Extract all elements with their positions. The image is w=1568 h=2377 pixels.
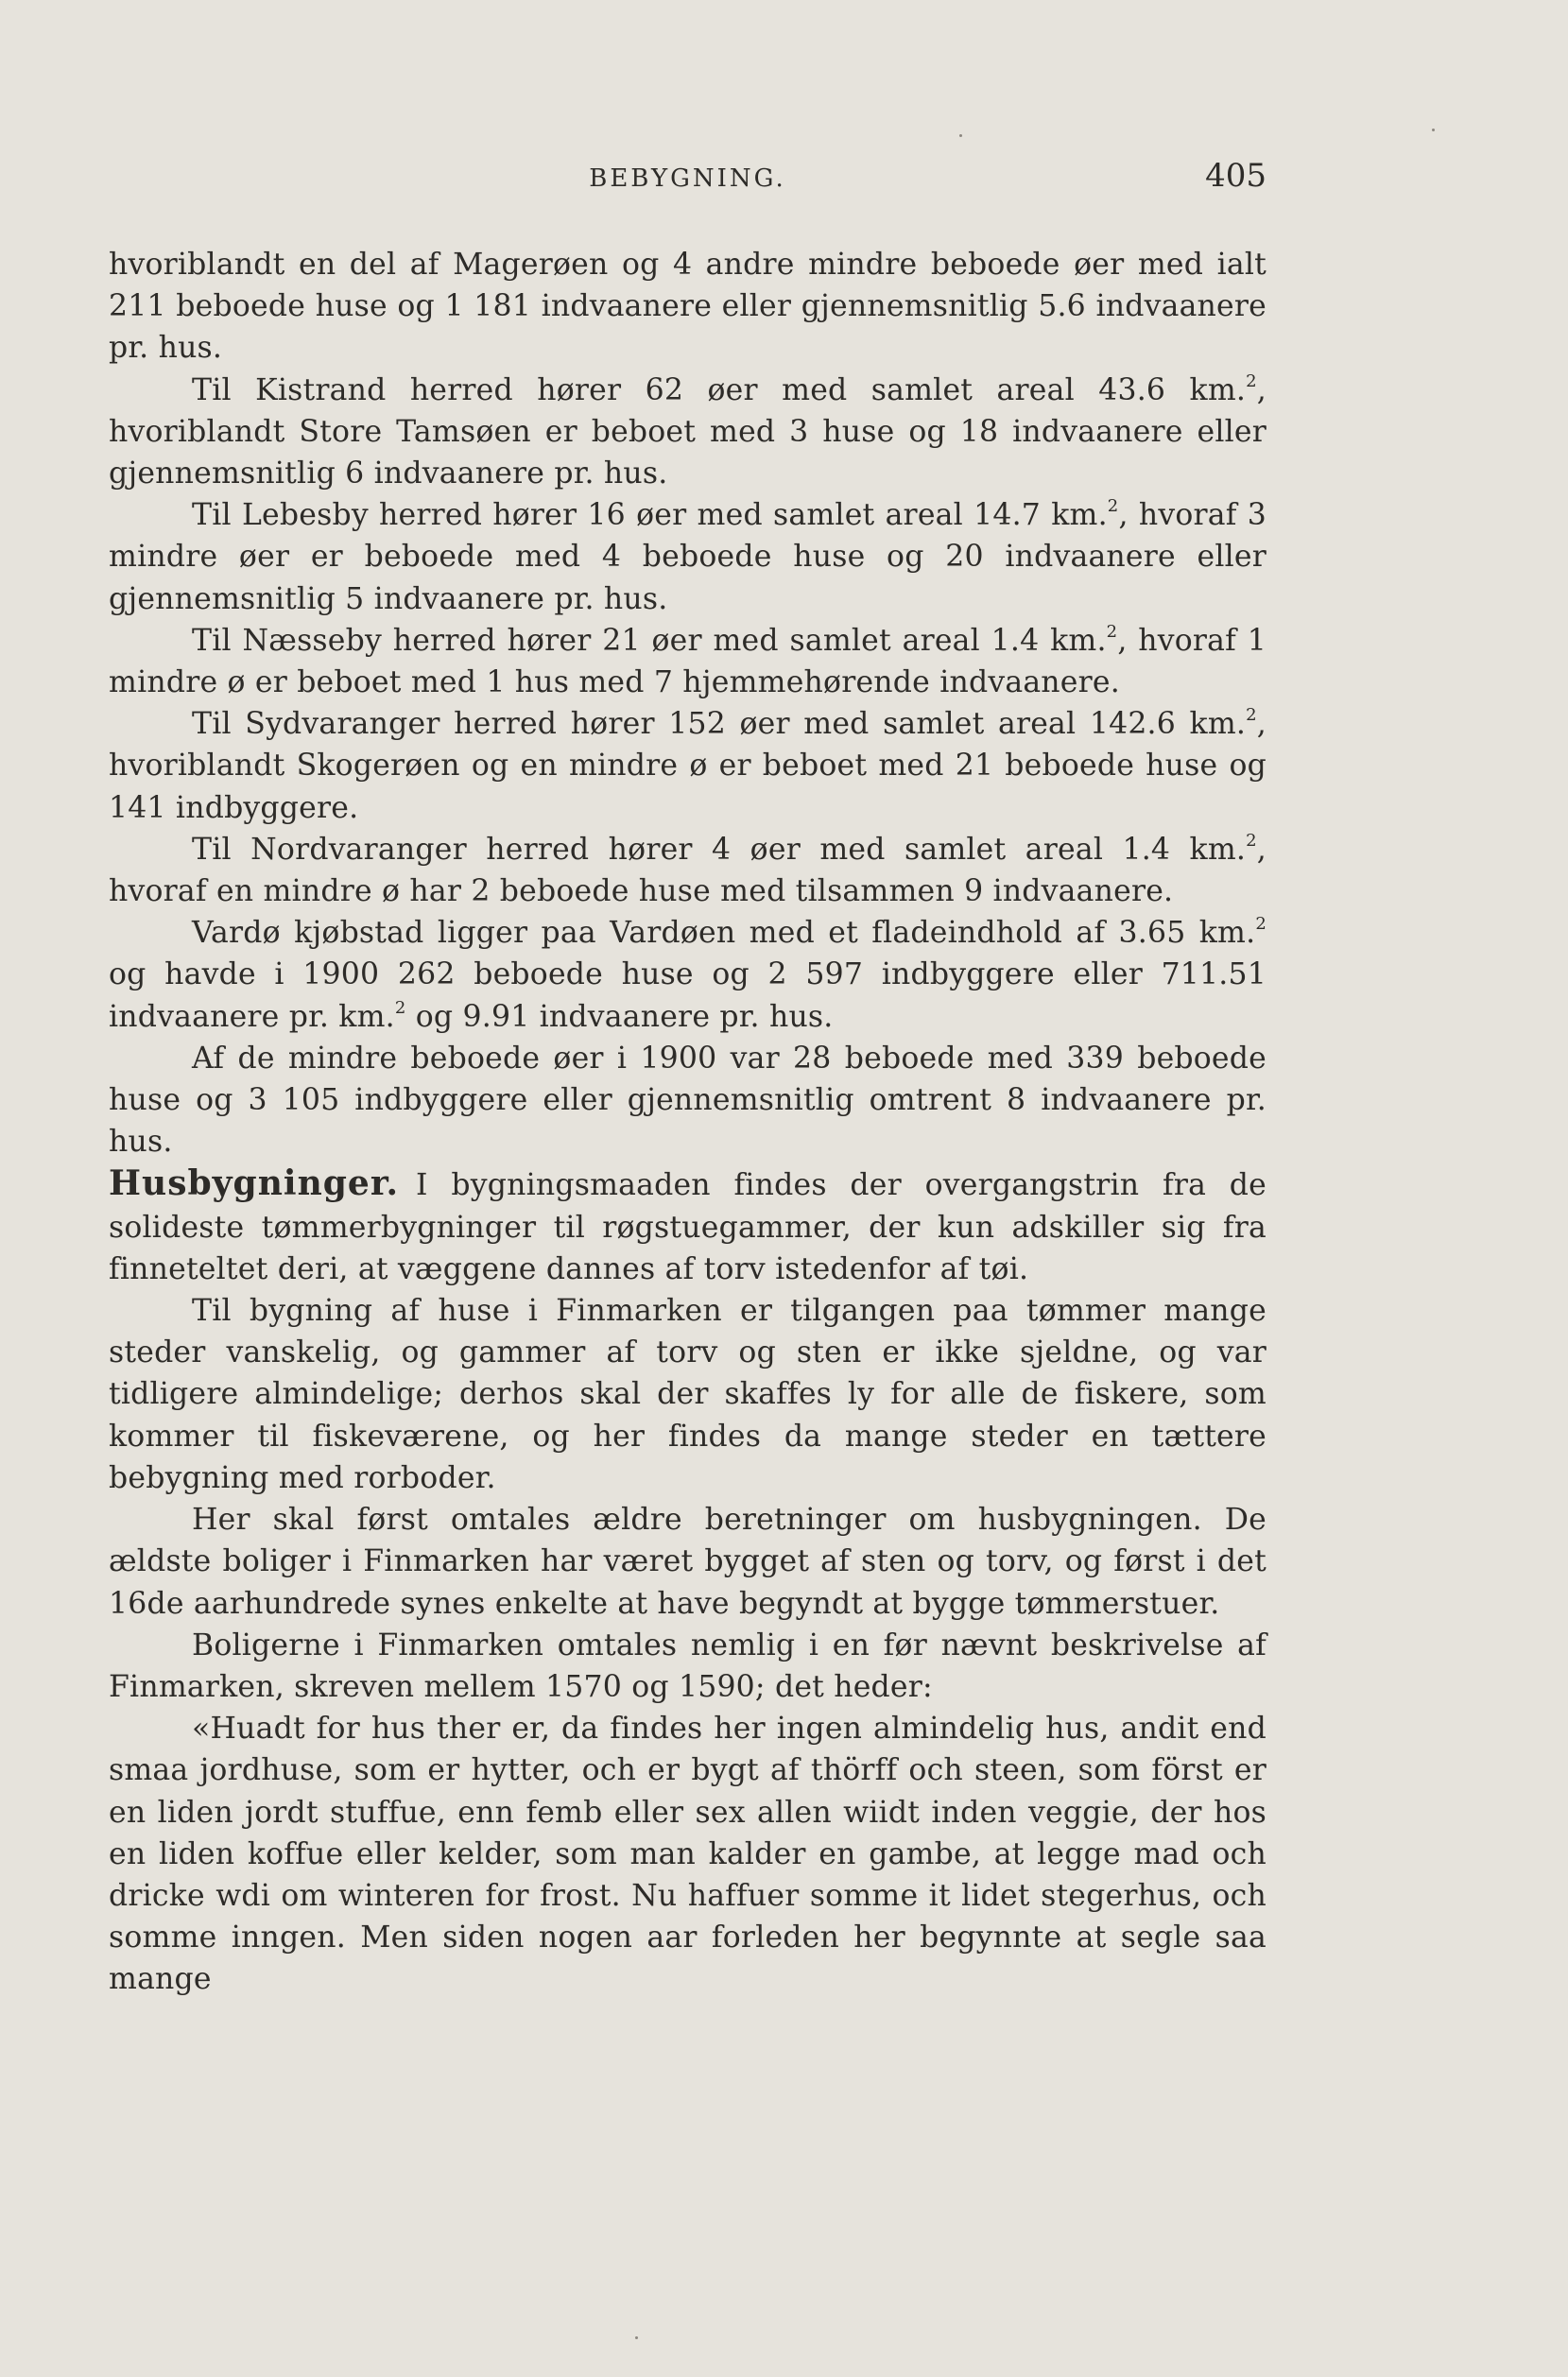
text-run: og 9.91 indvaanere pr. hus. [405, 999, 834, 1034]
paragraph-p1 [109, 244, 1266, 370]
superscript: 2 [394, 997, 406, 1018]
text-run: og havde i 1900 262 beboede huse og 2 597 indbyggere eller 711.51 indvaanere pr. km. [109, 957, 1266, 1034]
text-run: , hvoraf 3 mindre øer er beboede med 4 beboede huse og 20 indvaanere eller gjennemsnitlig 5 indvaanere pr. hus. [109, 498, 1266, 616]
text-run: Vardø kjøbstad ligger paa Vardøen med et fladeindhold af 3.65 km. [192, 916, 1256, 951]
paragraph-p6 [109, 829, 1266, 912]
paragraph-p4 [109, 620, 1266, 703]
text-run: Til Næsseby herred hører 21 øer med samlet areal 1.4 km. [192, 623, 1107, 658]
page-number: 405 [1205, 157, 1266, 195]
text-run: Af de mindre beboede øer i 1900 var 28 beboede med 339 beboede huse og 3 105 indbyggere eller gjennemsnitlig omtrent 8 indvaanere pr. hus. [109, 1041, 1266, 1160]
superscript: 2 [1107, 496, 1119, 517]
running-head: BEBYGNING. [589, 164, 786, 193]
text-run: , hvoraf en mindre ø har 2 beboede huse med tilsammen 9 indvaanere. [109, 832, 1266, 909]
text-run: Til Lebesby herred hører 16 øer med samlet areal 14.7 km. [192, 498, 1108, 533]
text-run: Til Kistrand herred hører 62 øer med samlet areal 43.6 km. [192, 372, 1247, 407]
paragraph-p2 [109, 370, 1266, 495]
paragraph-p3 [109, 494, 1266, 620]
paragraph-p7 [109, 912, 1266, 1038]
paragraph-p10 [109, 1290, 1266, 1499]
superscript: 2 [1246, 830, 1257, 851]
text-run: Til bygning af huse i Finmarken er tilgangen paa tømmer mange steder vanskelig, og gammer af torv og sten er ikke sjeldne, og var tidligere almindelige; derhos skal der skaffes ly for alle de fiskere, som kommer til fiskeværene, og her findes da mange steder en tættere bebygning med rorboder. [109, 1294, 1266, 1495]
superscript: 2 [1246, 705, 1257, 726]
body-text [109, 244, 1266, 2001]
paragraph-p13 [109, 1708, 1266, 2000]
paragraph-p12 [109, 1625, 1266, 1708]
superscript: 2 [1106, 621, 1118, 642]
paragraph-p5 [109, 703, 1266, 829]
text-run: «Huadt for hus ther er, da findes her ingen almindelig hus, andit end smaa jordhuse, som er hytter, och er bygt af thörff och steen, som först er en liden jordt stuffue, enn femb eller sex allen wiidt inden veggie, der hos en liden koffue eller kelder, som man kalder en gambe, at legge mad och dricke wdi om winteren for frost. Nu haffuer somme it lidet stegerhus, och somme inngen. Men siden nogen aar forleden her begynnte at segle saa mange [109, 1712, 1266, 1997]
text-run: , hvoraf 1 mindre ø er beboet med 1 hus med 7 hjemmehørende indvaanere. [109, 623, 1266, 700]
text-run: Til Sydvaranger herred hører 152 øer med samlet areal 142.6 km. [192, 707, 1247, 742]
paragraph-p11 [109, 1499, 1266, 1625]
paper-speck [1432, 129, 1435, 131]
paper-speck [959, 134, 962, 137]
text-run: I bygningsmaaden findes der overgangstrin fra de solideste tømmerbygninger til røgstuegammer, der kun adskiller sig fra finneteltet deri, at væggene dannes af torv istedenfor af tøi. [109, 1168, 1266, 1286]
text-run: Til Nordvaranger herred hører 4 øer med samlet areal 1.4 km. [192, 832, 1247, 867]
page-header [109, 157, 1266, 204]
superscript: 2 [1255, 914, 1266, 935]
text-run: , hvoriblandt Store Tamsøen er beboet med 3 huse og 18 indvaanere eller gjennemsnitlig 6 indvaanere pr. hus. [109, 372, 1266, 491]
paper-speck [635, 2336, 638, 2339]
text-run: Her skal først omtales ældre beretninger om husbygningen. De ældste boliger i Finmarken har været bygget af sten og torv, og først i det 16de aarhundrede synes enkelte at have begyndt at bygge tømmerstuer. [109, 1503, 1266, 1621]
text-run: , hvoriblandt Skogerøen og en mindre ø er beboet med 21 beboede huse og 141 indbyggere. [109, 707, 1266, 825]
text-run: Boligerne i Finmarken omtales nemlig i en før nævnt beskrivelse af Finmarken, skreven mellem 1570 og 1590; det heder: [109, 1628, 1266, 1704]
paragraph-p8 [109, 1038, 1266, 1163]
section-heading: Husbygninger. [109, 1163, 400, 1204]
paragraph-p9 [109, 1163, 1266, 1290]
superscript: 2 [1246, 370, 1257, 391]
text-run: hvoriblandt en del af Magerøen og 4 andre mindre beboede øer med ialt 211 beboede huse og 1 181 indvaanere eller gjennemsnitlig 5.6 indvaanere pr. hus. [109, 248, 1266, 366]
